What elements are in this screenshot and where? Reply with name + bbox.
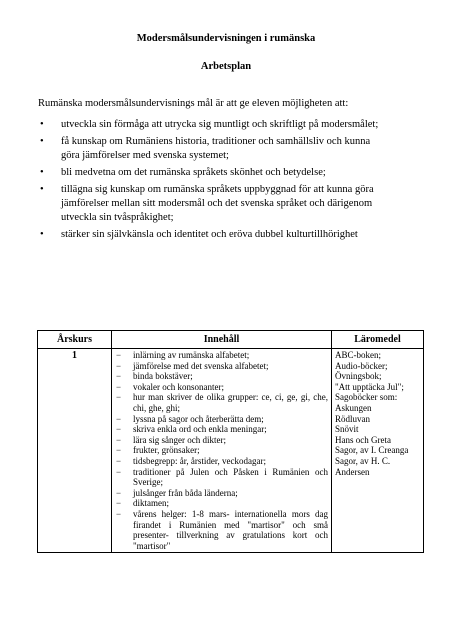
- curriculum-table: [37, 330, 424, 553]
- content-item: − lära sig sånger och dikter;: [115, 435, 328, 446]
- content-item: − julsånger från båda länderna;: [115, 488, 328, 499]
- material-item: Audio-böcker;: [335, 360, 388, 371]
- goals-list: [38, 118, 383, 245]
- document-subtitle: Arbetsplan: [200, 61, 252, 72]
- content-item: − skriva enkla ord och enkla meningar;: [115, 424, 328, 435]
- content-item: − vokaler och konsonanter;: [115, 382, 328, 393]
- header-content: Innehåll: [112, 331, 332, 349]
- table-row: [38, 349, 424, 553]
- content-item: − binda bokstäver;: [115, 371, 328, 382]
- content-item: − diktamen;: [115, 498, 328, 509]
- material-item: Sagoböcker som:: [335, 392, 398, 403]
- content-item: − hur man skriver de olika grupper: ce, ci, ge, gi, che, chi, ghe, ghi;: [115, 392, 328, 413]
- content-item: − frukter, grönsaker;: [115, 445, 328, 456]
- goal-item: • bli medvetna om det rumänska språkets skönhet och betydelse;: [38, 166, 383, 180]
- material-item: "Att upptäcka Jul";: [335, 381, 404, 392]
- content-item: − tidsbegrepp: år, årstider, veckodagar;: [115, 456, 328, 467]
- content-item: − vårens helger: 1-8 mars- internationella mors dag firandet i Rumänien med "martisor" och små presenter- tillverkning av gratulations kort och "martisor": [115, 509, 328, 551]
- goal-item: • tillägna sig kunskap om rumänska språkets uppbyggnad för att kunna göra jämförelser mellan sitt modersmål och det svenska språket och därigenom utveckla sin tvåspråkighet;: [38, 183, 383, 225]
- goal-item: • stärker sin självkänsla och identitet och eröva dubbel kulturtillhörighet: [38, 228, 383, 242]
- material-item: Snövit: [335, 424, 359, 435]
- material-item: Sagor, av H. C. Andersen: [335, 455, 391, 477]
- goal-item: • få kunskap om Rumäniens historia, traditioner och samhällsliv och kunna göra jämförelser med svenska systemet;: [38, 135, 383, 163]
- table-header-row: [38, 331, 424, 349]
- content-cell: [112, 349, 332, 553]
- header-year: Årskurs: [38, 331, 112, 349]
- goal-item: • utveckla sin förmåga att utrycka sig muntligt och skriftligt på modersmålet;: [38, 118, 383, 132]
- material-item: Hans och Greta: [335, 434, 391, 445]
- content-item: − inlärning av rumänska alfabetet;: [115, 350, 328, 361]
- header-materials: Läromedel: [332, 331, 424, 349]
- content-list: [115, 350, 328, 551]
- material-item: Rödluvan: [335, 413, 370, 424]
- year-cell: 1: [38, 349, 112, 553]
- material-item: Övningsbok;: [335, 371, 382, 382]
- material-item: Sagor, av I. Creanga: [335, 445, 409, 456]
- intro-paragraph: Rumänska modersmålsundervisnings mål är att ge eleven möjligheten att:: [38, 98, 349, 109]
- content-item: − jämförelse med det svenska alfabetet;: [115, 361, 328, 372]
- document-title: Modersmålsundervisningen i rumänska: [136, 33, 316, 44]
- material-item: ABC-boken;: [335, 350, 381, 360]
- content-item: − traditioner på Julen och Påsken i Rumänien och Sverige;: [115, 467, 328, 488]
- content-item: − lyssna på sagor och återberätta dem;: [115, 414, 328, 425]
- materials-cell: [332, 349, 424, 553]
- material-item: Askungen: [335, 402, 372, 413]
